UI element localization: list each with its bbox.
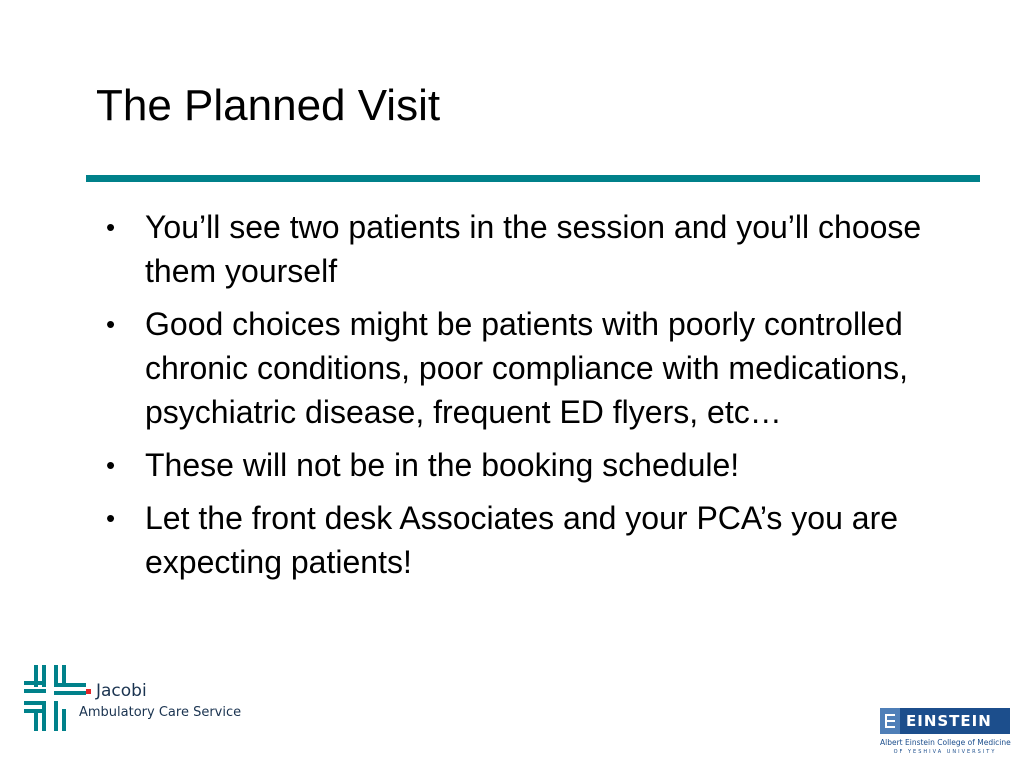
- bullet-text: Let the front desk Associates and your PCA’s you are expecting patients!: [145, 500, 899, 580]
- bullet-text: You’ll see two patients in the session and you’ll choose them yourself: [145, 209, 922, 289]
- bullet-text: These will not be in the booking schedule!: [145, 447, 740, 483]
- jacobi-logo: [24, 665, 254, 735]
- einstein-wordmark: EINSTEIN: [906, 712, 992, 730]
- bullet-list: [100, 205, 980, 593]
- bullet-icon: •: [106, 450, 116, 480]
- einstein-emblem-icon: [880, 708, 900, 734]
- bullet-text: Good choices might be patients with poorly controlled chronic conditions, poor compliance with medications, psychiatric disease, frequent ED flyers, etc…: [145, 306, 909, 430]
- bullet-icon: •: [106, 212, 116, 242]
- title-divider: [86, 175, 980, 182]
- bullet-icon: •: [106, 309, 116, 339]
- bullet-item: [100, 205, 980, 293]
- einstein-college-name: Albert Einstein College of Medicine: [880, 738, 1011, 747]
- einstein-logo: [880, 708, 1010, 760]
- einstein-badge: [880, 708, 1010, 734]
- bullet-item: [100, 302, 980, 434]
- bullet-item: [100, 443, 980, 487]
- einstein-university-name: OF YESHIVA UNIVERSITY: [893, 749, 997, 755]
- jacobi-cross-icon: [24, 665, 92, 731]
- slide-title: The Planned Visit: [96, 81, 441, 130]
- bullet-item: [100, 496, 980, 584]
- jacobi-subtitle: Ambulatory Care Service: [79, 705, 242, 720]
- bullet-icon: •: [106, 503, 116, 533]
- jacobi-name: Jacobi: [96, 681, 147, 701]
